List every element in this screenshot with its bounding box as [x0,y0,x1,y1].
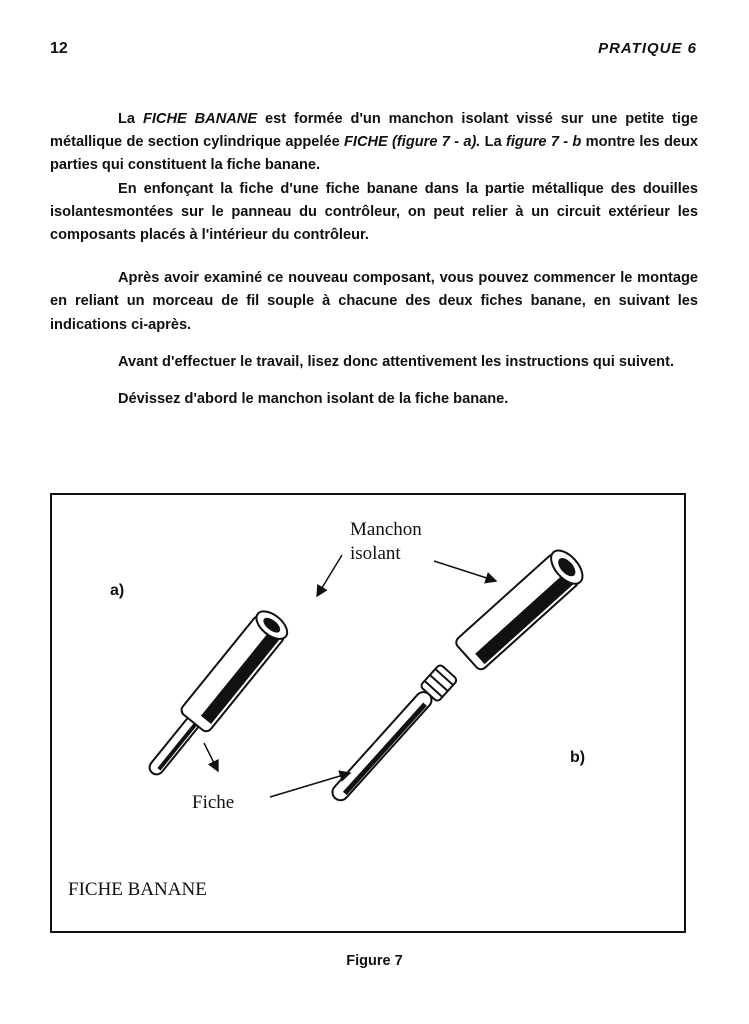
arrow-manchon-to-assembled [317,555,342,596]
separate-insulating-sleeve [454,545,589,672]
page-number: 12 [50,40,68,57]
label-manchon: Manchon [350,519,422,540]
separate-metal-plug [326,664,458,806]
p1-term-fiche: FICHE (figure 7 - a). [343,134,481,151]
arrow-fiche-to-assembled [204,743,218,771]
p1-text-1: La [118,111,143,127]
p1-term-fiche-banane: FICHE BANANE [142,111,258,127]
arrow-manchon-to-sleeve [434,561,496,581]
paragraph-4: Avant d'effectuer le travail, lisez donc attentivement les instructions qui suivent. [118,353,675,370]
figure-7-illustration [52,495,684,931]
label-fiche-banane: FICHE BANANE [68,879,207,900]
running-title: PRATIQUE 6 [598,40,697,57]
paragraph-5: Dévissez d'abord le manchon isolant de la fiche banane. [118,391,509,408]
paragraph-1 [50,108,698,178]
body-text [50,108,698,411]
label-fiche: Fiche [192,792,235,813]
figure-7-box [50,493,686,933]
figure-caption: Figure 7 [346,953,403,969]
paragraph-2: En enfonçant la fiche d'une fiche banane dans la partie métallique des douilles isolantesmontées sur le panneau du contrôleur, on peut relier à un circuit extérieur les composants placés à l'intérieur du contrôleur. [50,180,698,244]
assembled-banana-plug [138,606,292,784]
p1-figure-ref: figure 7 - b [505,134,582,151]
label-isolant: isolant [350,543,401,564]
p1-text-2: est formée d'un manchon isolant vissé sur une petite tige métallique de section cylindrique appelée [50,111,698,151]
p1-text-4: montre les deux parties qui constituent la fiche banane. [50,134,699,174]
label-a: a) [110,582,125,599]
paragraph-3: Après avoir examiné ce nouveau composant, vous pouvez commencer le montage en reliant un morceau de fil souple à chacune des deux fiches banane, en suivant les indications ci-après. [50,270,698,333]
label-b: b) [570,749,586,766]
p1-text-3: La [480,134,506,151]
